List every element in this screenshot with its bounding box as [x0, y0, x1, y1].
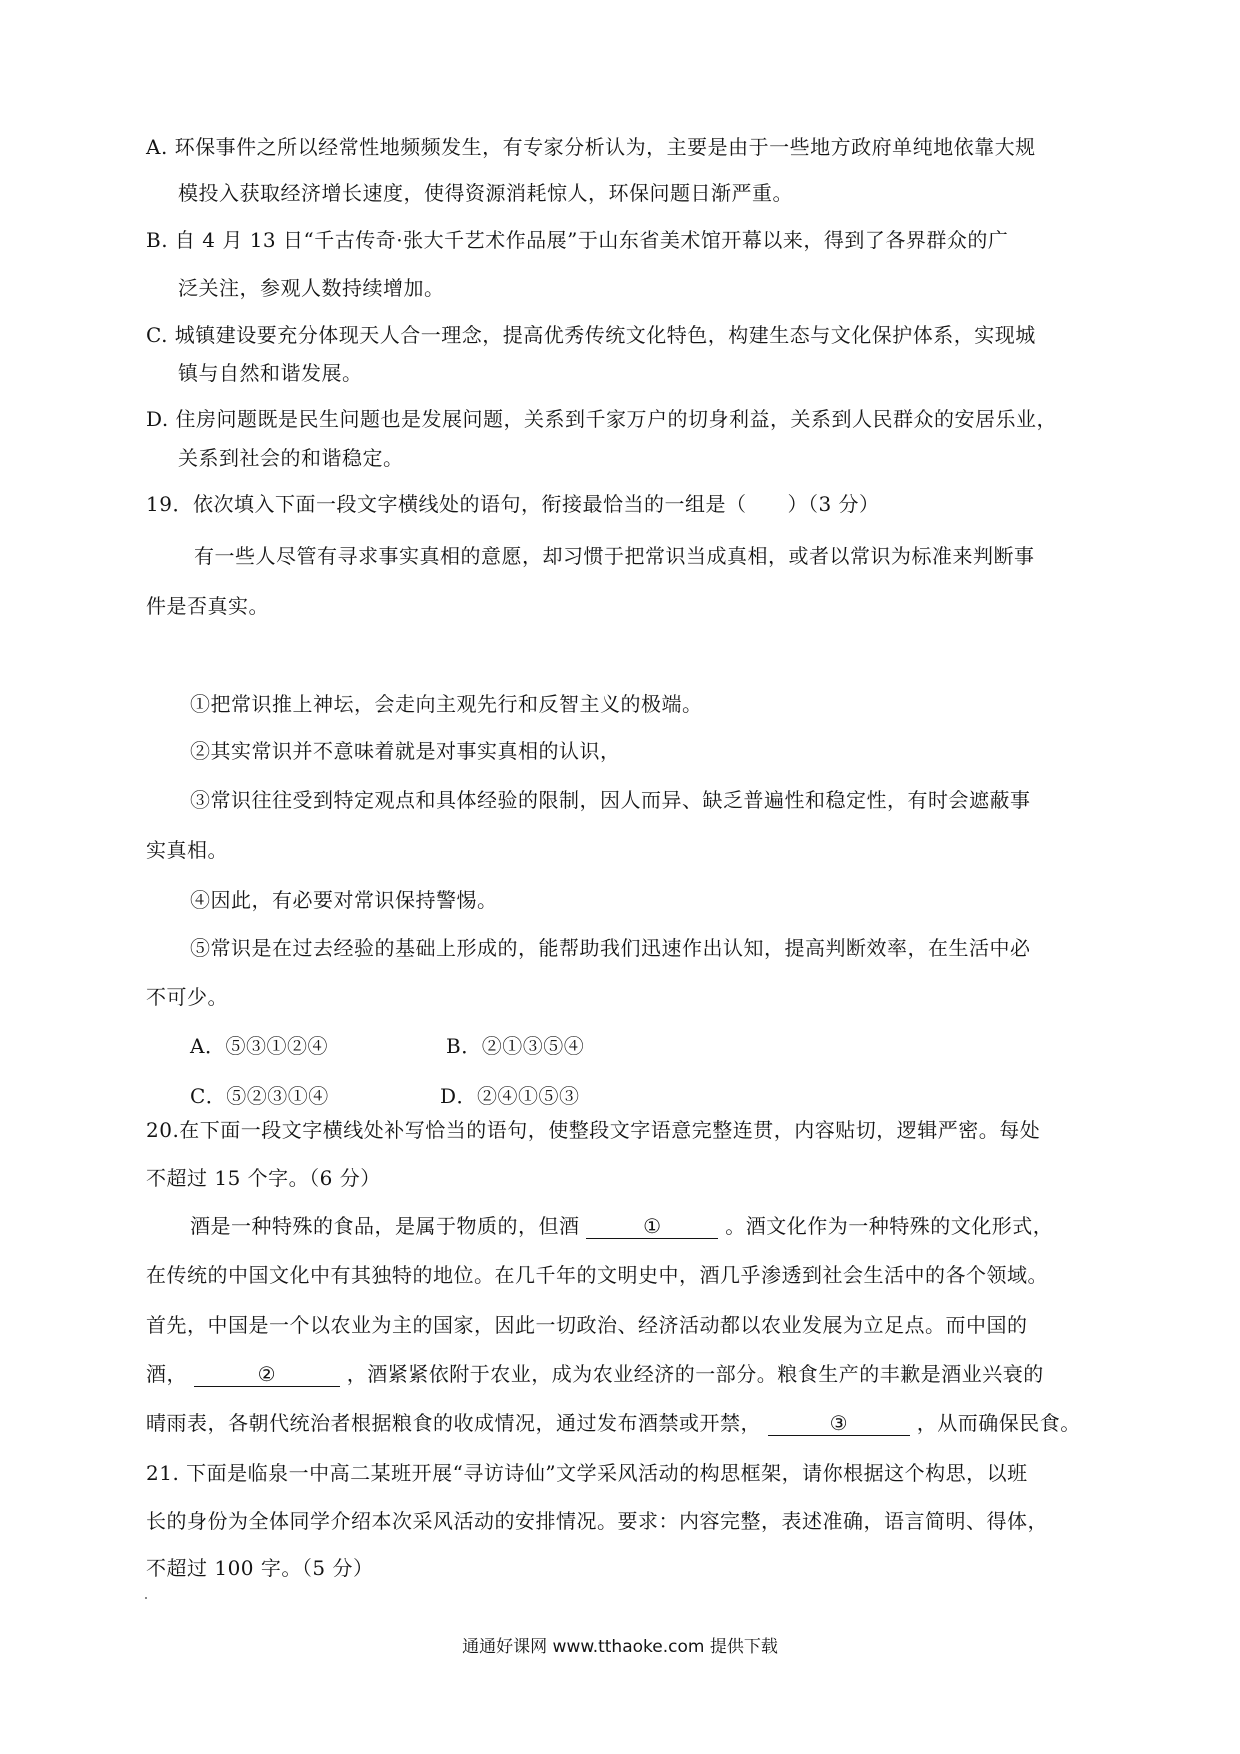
q19-sentence-2: ②其实常识并不意味着就是对事实真相的认识，	[190, 739, 621, 763]
q19-sentence-5-line2: 不可少。	[146, 985, 228, 1009]
q18-option-c-line2: 镇与自然和谐发展。	[178, 361, 363, 385]
q18-option-c-line1: C. 城镇建设要充分体现天人合一理念，提高优秀传统文化特色，构建生态与文化保护体系，实现城	[146, 323, 1036, 347]
q21-line3: 不超过 100 字。（5 分）	[146, 1556, 374, 1580]
q19-stem: 19．依次填入下面一段文字横线处的语句，衔接最恰当的一组是（ ）（3 分）	[146, 492, 880, 516]
q21-line1: 21. 下面是临泉一中高二某班开展“寻访诗仙”文学采风活动的构思框架，请你根据这个构思，以班	[146, 1461, 1028, 1485]
q20-text-before-blank2: 酒，	[146, 1362, 187, 1386]
q20-text-after-blank1: 。酒文化作为一种特殊的文化形式，	[725, 1214, 1054, 1238]
q19-option-a: A．⑤③①②④	[190, 1034, 328, 1058]
q20-blank-1[interactable]: ①	[586, 1214, 718, 1239]
stray-mark	[145, 1597, 147, 1599]
q18-option-b-line1: B. 自 4 月 13 日“千古传奇·张大千艺术作品展”于山东省美术馆开幕以来，得到了各界群众的广	[146, 228, 1009, 252]
q20-paragraph-line5	[146, 1410, 1081, 1436]
q18-option-a-line2: 模投入获取经济增长速度，使得资源消耗惊人，环保问题日渐严重。	[178, 181, 793, 205]
q19-passage-line2: 件是否真实。	[146, 594, 269, 618]
q20-text-after-blank2: ，酒紧紧依附于农业，成为农业经济的一部分。粮食生产的丰歉是酒业兴衰的	[346, 1362, 1044, 1386]
q18-option-b-line2: 泛关注，参观人数持续增加。	[178, 276, 445, 300]
q20-text-before-blank1: 酒是一种特殊的食品，是属于物质的，但酒	[190, 1214, 580, 1238]
q20-paragraph-line2: 在传统的中国文化中有其独特的地位。在几千年的文明史中，酒几乎渗透到社会生活中的各个领域。	[146, 1263, 1048, 1287]
q20-text-after-blank3: ，从而确保民食。	[916, 1411, 1081, 1435]
q19-sentence-3-line1: ③常识往往受到特定观点和具体经验的限制，因人而异、缺乏普遍性和稳定性，有时会遮蔽事	[190, 788, 1031, 812]
q20-blank-3[interactable]: ③	[768, 1411, 910, 1436]
q19-sentence-3-line2: 实真相。	[146, 838, 228, 862]
q21-line2: 长的身份为全体同学介绍本次采风活动的安排情况。要求：内容完整，表述准确，语言简明、得体，	[146, 1509, 1048, 1533]
q19-sentence-1: ①把常识推上神坛，会走向主观先行和反智主义的极端。	[190, 692, 703, 716]
q18-option-d-line1: D. 住房问题既是民生问题也是发展问题，关系到千家万户的切身利益，关系到人民群众的安居乐业，	[146, 407, 1058, 431]
q20-stem-line1: 20.在下面一段文字横线处补写恰当的语句，使整段文字语意完整连贯，内容贴切，逻辑严密。每处	[146, 1118, 1041, 1142]
page-footer: 通通好课网 www.tthaoke.com 提供下载	[462, 1637, 778, 1657]
q19-option-d: D．②④①⑤③	[440, 1084, 580, 1108]
q19-sentence-5-line1: ⑤常识是在过去经验的基础上形成的，能帮助我们迅速作出认知，提高判断效率，在生活中必	[190, 936, 1031, 960]
q19-option-b: B．②①③⑤④	[446, 1034, 585, 1058]
q20-paragraph-line3: 首先，中国是一个以农业为主的国家，因此一切政治、经济活动都以农业发展为立足点。而中国的	[146, 1313, 1028, 1337]
q18-option-a-line1: A. 环保事件之所以经常性地频频发生，有专家分析认为，主要是由于一些地方政府单纯地依靠大规	[146, 135, 1036, 159]
q20-text-before-blank3: 晴雨表，各朝代统治者根据粮食的收成情况，通过发布酒禁或开禁，	[146, 1411, 761, 1435]
q18-option-d-line2: 关系到社会的和谐稳定。	[178, 446, 404, 470]
q20-stem-line2: 不超过 15 个字。（6 分）	[146, 1166, 381, 1190]
q20-paragraph-line1	[190, 1213, 1053, 1239]
q19-option-c: C．⑤②③①④	[190, 1084, 329, 1108]
q19-sentence-4: ④因此，有必要对常识保持警惕。	[190, 888, 498, 912]
q20-paragraph-line4	[146, 1361, 1044, 1387]
q20-blank-2[interactable]: ②	[194, 1362, 340, 1387]
q19-passage-line1: 有一些人尽管有寻求事实真相的意愿，却习惯于把常识当成真相，或者以常识为标准来判断事	[194, 544, 1035, 568]
